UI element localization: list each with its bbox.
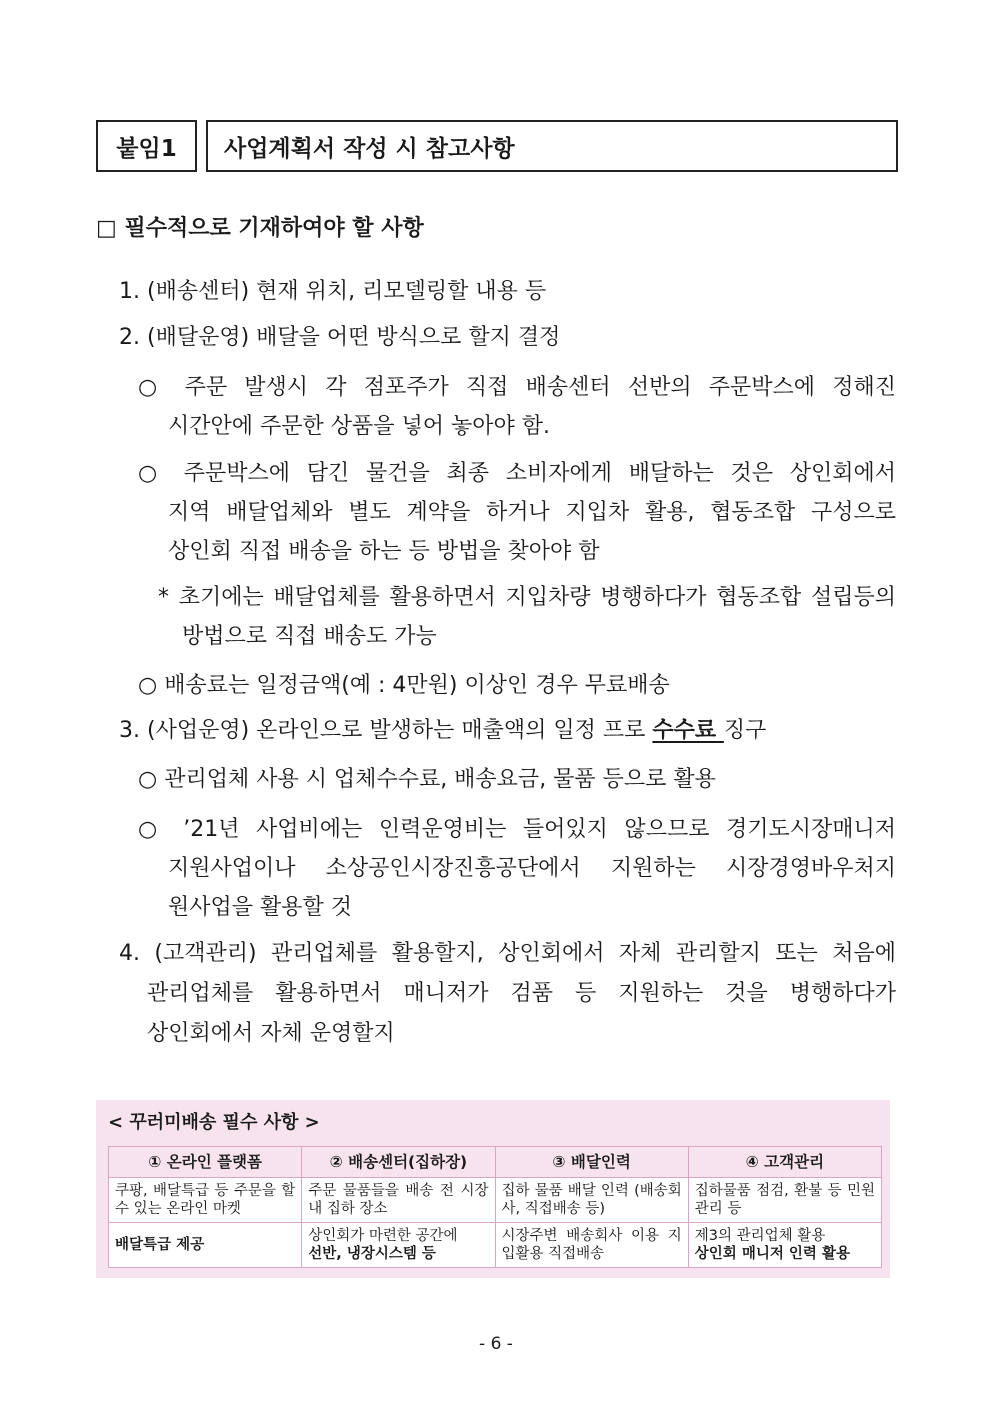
attachment-label: 붙임1 (116, 135, 177, 162)
table-row (109, 1223, 882, 1268)
table-header-cell: ② 배송센터(집하장) (302, 1147, 495, 1178)
table-cell: 시장주변 배송회사 이용 지입활용 직접배송 (495, 1223, 688, 1268)
table-header-cell: ③ 배달인력 (495, 1147, 688, 1178)
item-4-line-3: 상인회에서 자체 운영할지 (147, 1021, 395, 1046)
table-header-row (109, 1147, 882, 1178)
table-cell-line: 상인회가 마련한 공간에 (308, 1228, 458, 1244)
summary-panel (96, 1100, 890, 1278)
table-cell: 쿠팡, 배달특급 등 주문을 할 수 있는 온라인 마켓 (109, 1178, 302, 1223)
table-header-cell: ④ 고객관리 (688, 1147, 881, 1178)
item-3-bullet-2-line-1: ○ ’21년 사업비에는 인력운영비는 들어있지 않으므로 경기도시장매니저 (138, 817, 896, 842)
item-4-line-1: 4. (고객관리) 관리업체를 활용할지, 상인회에서 자체 관리할지 또는 처음에 (119, 941, 896, 966)
item-2-note-line-1: * 초기에는 배달업체를 활용하면서 지입차량 병행하다가 협동조합 설립등의 (158, 585, 896, 610)
table-cell (688, 1223, 881, 1268)
item-2-bullet-3: ○ 배송료는 일정금액(예 : 4만원) 이상인 경우 무료배송 (138, 673, 670, 698)
table-row (109, 1178, 882, 1223)
document-title: 사업계획서 작성 시 참고사항 (224, 135, 515, 162)
table-cell: 주문 물품들을 배송 전 시장 내 집하 장소 (302, 1178, 495, 1223)
item-3-text: 3. (사업운영) 온라인으로 발생하는 매출액의 일정 프로 (119, 718, 653, 743)
item-2-bullet-2-line-3: 상인회 직접 배송을 하는 등 방법을 찾아야 함 (168, 539, 600, 564)
table-header-cell: ① 온라인 플랫폼 (109, 1147, 302, 1178)
table-cell (302, 1223, 495, 1268)
item-1: 1. (배송센터) 현재 위치, 리모델링할 내용 등 (119, 279, 547, 304)
table-cell-line: 제3의 관리업체 활용 (694, 1228, 826, 1244)
table-cell-line-bold: 선반, 냉장시스템 등 (308, 1246, 436, 1262)
attachment-label-box (96, 120, 197, 172)
document-title-box (206, 120, 898, 172)
item-3-text-end: 징구 (723, 718, 767, 743)
item-3-bullet-2-line-2: 지원사업이나 소상공인시장진흥공단에서 지원하는 시장경영바우처지 (168, 856, 896, 881)
section-heading: □ 필수적으로 기재하여야 할 사항 (96, 216, 424, 241)
item-3 (119, 716, 766, 746)
table-cell: 집하 물품 배달 인력 (배송회사, 직접배송 등) (495, 1178, 688, 1223)
item-3-bullet-2-line-3: 원사업을 활용할 것 (168, 895, 353, 920)
item-2-bullet-2-line-1: ○ 주문박스에 담긴 물건을 최종 소비자에게 배달하는 것은 상인회에서 (138, 461, 896, 486)
table-cell: 배달특급 제공 (109, 1223, 302, 1268)
summary-panel-title: < 꾸러미배송 필수 사항 > (108, 1112, 320, 1133)
page-number: - 6 - (479, 1334, 513, 1354)
table-cell: 집하물품 점검, 환불 등 민원관리 등 (688, 1178, 881, 1223)
table-cell-line-bold: 상인회 매니저 인력 활용 (694, 1246, 850, 1262)
item-2: 2. (배달운영) 배달을 어떤 방식으로 할지 결정 (119, 325, 561, 350)
item-4-line-2: 관리업체를 활용하면서 매니저가 검품 등 지원하는 것을 병행하다가 (147, 981, 896, 1006)
item-2-note-line-2: 방법으로 직접 배송도 가능 (182, 624, 437, 649)
summary-table (108, 1146, 882, 1268)
item-2-bullet-1-line-1: ○ 주문 발생시 각 점포주가 직접 배송센터 선반의 주문박스에 정해진 (138, 375, 896, 400)
item-3-bullet-1: ○ 관리업체 사용 시 업체수수료, 배송요금, 물품 등으로 활용 (138, 767, 716, 792)
item-2-bullet-2-line-2: 지역 배달업체와 별도 계약을 하거나 지입차 활용, 협동조합 구성으로 (168, 500, 896, 525)
item-2-bullet-1-line-2: 시간안에 주문한 상품을 넣어 놓아야 함. (168, 414, 550, 439)
item-3-underlined-term: 수수료 (652, 718, 724, 743)
